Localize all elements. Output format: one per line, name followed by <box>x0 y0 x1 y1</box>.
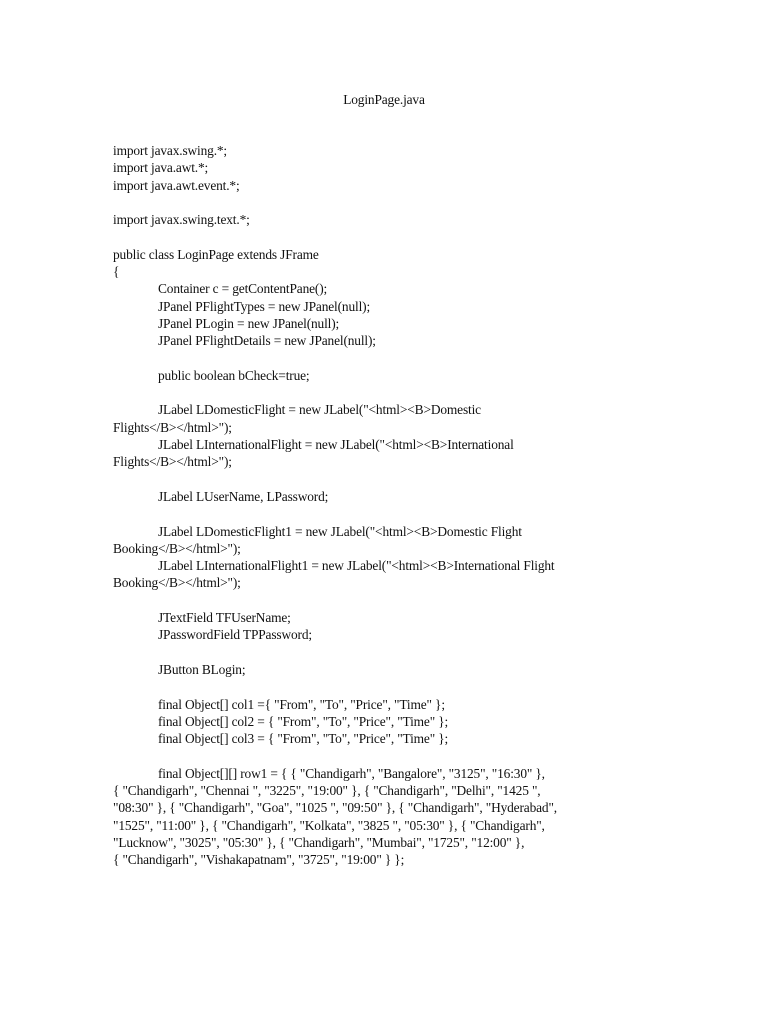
code-line: import javax.swing.*; <box>113 143 228 158</box>
code-line: { <box>113 264 120 280</box>
code-line: JLabel LDomesticFlight1 = new JLabel("<html><B>Domestic Flight <box>158 523 522 539</box>
code-line: JPanel PFlightDetails = new JPanel(null); <box>158 333 376 349</box>
blank-line <box>113 471 633 488</box>
code-line: JLabel LInternationalFlight = new JLabel("<html><B>International <box>158 437 514 453</box>
blank-line <box>113 644 633 661</box>
blank-line <box>113 384 633 401</box>
blank-line <box>113 350 633 367</box>
code-line: JPasswordField TPPassword; <box>158 627 312 643</box>
code-line: JTextField TFUserName; <box>158 610 291 626</box>
code-line: final Object[] col3 = { "From", "To", "Price", "Time" }; <box>158 731 449 747</box>
code-line: final Object[] col2 = { "From", "To", "Price", "Time" }; <box>158 713 449 729</box>
code-line: JLabel LUserName, LPassword; <box>158 488 329 504</box>
code-line: JPanel PLogin = new JPanel(null); <box>158 315 340 331</box>
code-line: import javax.swing.text.*; <box>113 212 250 228</box>
blank-line <box>113 194 633 211</box>
code-line: "1525", "11:00" }, { "Chandigarh", "Kolkata", "3825 ", "05:30" }, { "Chandigarh", <box>113 817 545 833</box>
blank-line <box>113 505 633 522</box>
blank-line <box>113 678 633 695</box>
document-title: LoginPage.java <box>343 92 425 107</box>
blank-line <box>113 592 633 609</box>
blank-line <box>113 228 633 245</box>
code-line: final Object[][] row1 = { { "Chandigarh", "Bangalore", "3125", "16:30" }, <box>158 765 545 781</box>
code-line: Booking</B></html>"); <box>113 540 241 556</box>
code-line: "Lucknow", "3025", "05:30" }, { "Chandigarh", "Mumbai", "1725", "12:00" }, <box>113 834 525 850</box>
code-line: public class LoginPage extends JFrame <box>113 246 319 262</box>
code-line: Booking</B></html>"); <box>113 575 241 591</box>
code-line: public boolean bCheck=true; <box>158 367 310 383</box>
code-line: JLabel LInternationalFlight1 = new JLabel("<html><B>International Flight <box>158 558 555 574</box>
code-line: { "Chandigarh", "Vishakapatnam", "3725", "19:00" } }; <box>113 852 405 868</box>
code-line: JPanel PFlightTypes = new JPanel(null); <box>158 298 371 314</box>
blank-line <box>113 747 633 764</box>
code-line: { "Chandigarh", "Chennai ", "3225", "19:00" }, { "Chandigarh", "Delhi", "1425 ", <box>113 782 541 798</box>
code-line: import java.awt.event.*; <box>113 177 240 193</box>
code-line: Container c = getContentPane(); <box>158 281 328 297</box>
code-line: import java.awt.*; <box>113 160 209 176</box>
code-line: Flights</B></html>"); <box>113 454 232 470</box>
code-line: JLabel LDomesticFlight = new JLabel("<html><B>Domestic <box>158 402 481 418</box>
code-line: "08:30" }, { "Chandigarh", "Goa", "1025 ", "09:50" }, { "Chandigarh", "Hyderabad", <box>113 800 557 816</box>
code-block <box>113 142 633 868</box>
code-line: final Object[] col1 ={ "From", "To", "Price", "Time" }; <box>158 696 445 712</box>
code-line: JButton BLogin; <box>158 661 246 677</box>
code-line: Flights</B></html>"); <box>113 419 232 435</box>
